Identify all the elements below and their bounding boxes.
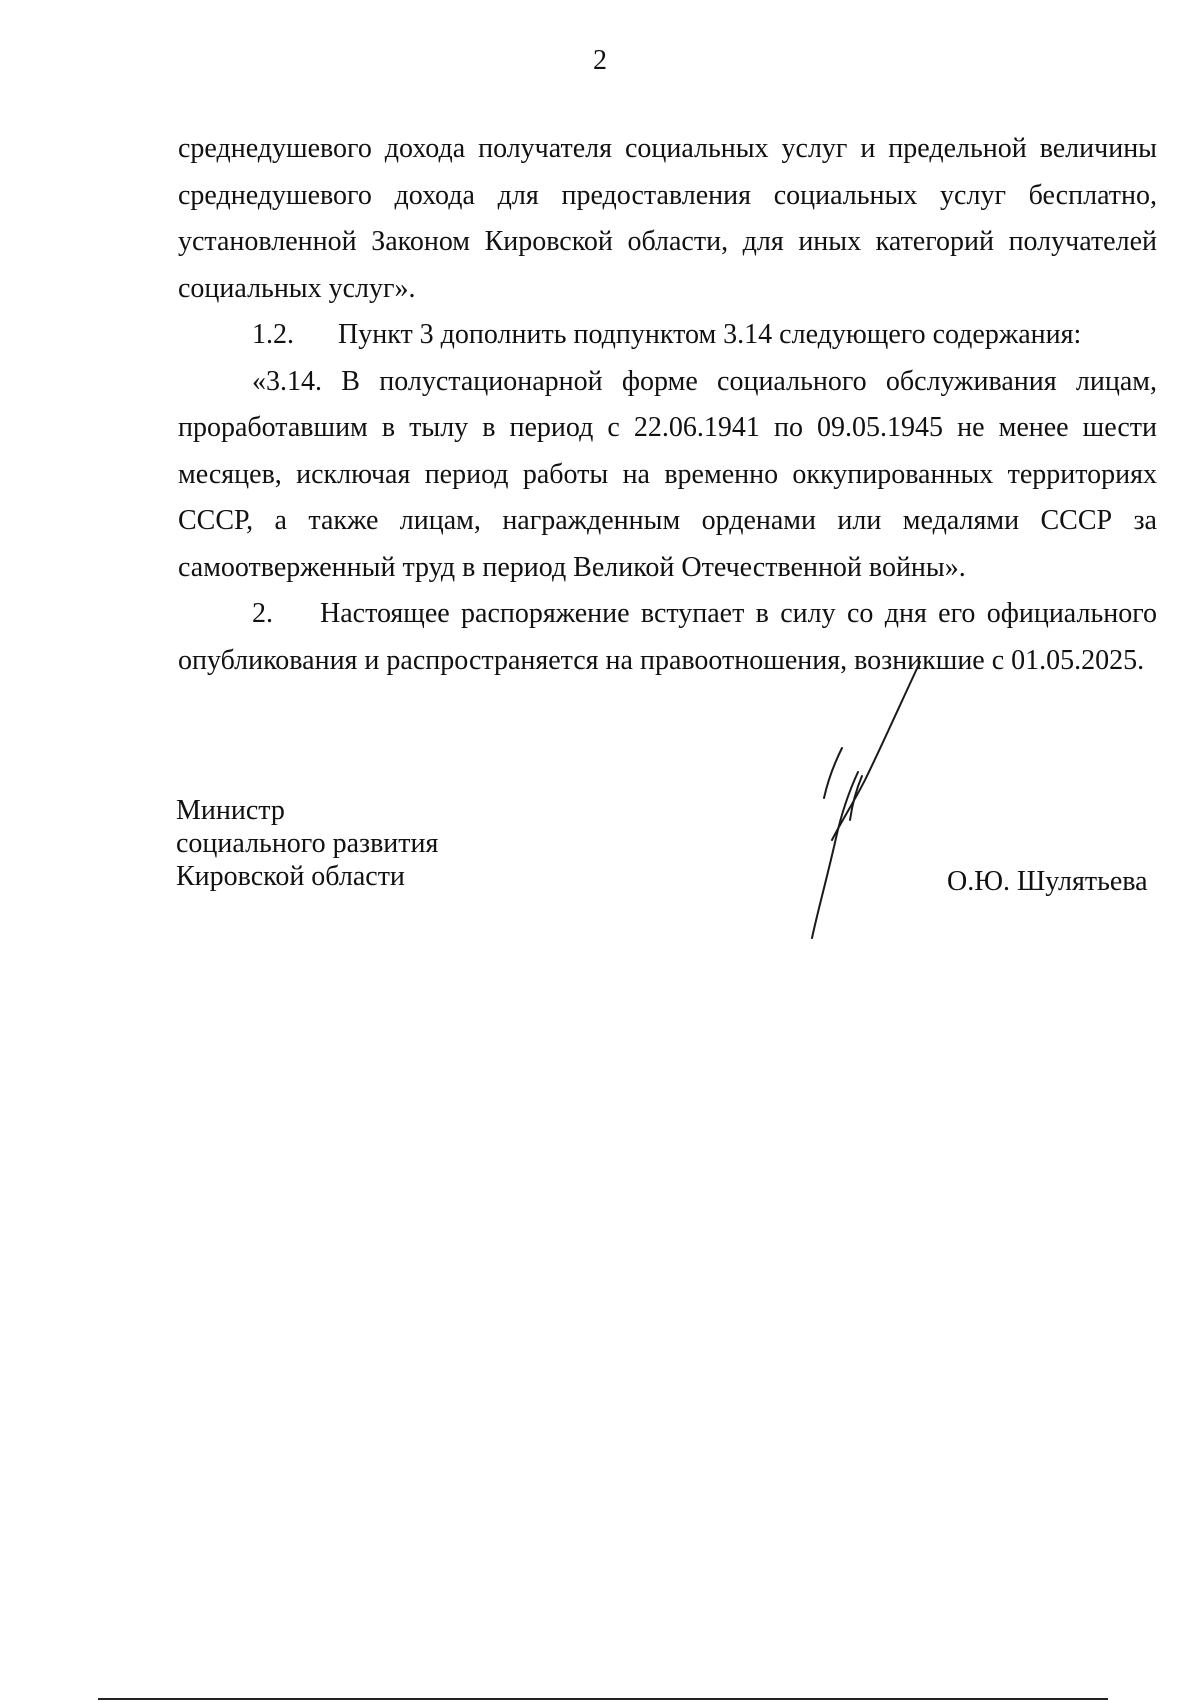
signature-stroke (824, 748, 842, 798)
paragraph-text: среднедушевого дохода получателя социальных услуг и предельной величины среднедушевого дохода для предоставления социальных услуг бесплатно, установленной Законом Кировской области, для иных категорий получателей социальных услуг». (178, 133, 1157, 304)
signer-position (176, 794, 438, 893)
signature-stroke (832, 662, 920, 840)
position-line: Кировской области (176, 861, 405, 892)
paragraph-item-2 (178, 591, 1157, 684)
paragraph-item-1-2 (178, 312, 1157, 359)
handwritten-signature (770, 660, 940, 950)
page-number: 2 (593, 45, 607, 76)
paragraph-text: «3.14. В полустационарной форме социального обслуживания лицам, проработавшим в тылу в период с 22.06.1941 по 09.05.1945 не менее шести месяцев, исключая период работы на временно оккупированных территориях СССР, а также лицам, награжденным орденами или медалями СССР за самоотверженный труд в период Великой Отечественной войны». (178, 365, 1157, 583)
paragraph-text: Пункт 3 дополнить подпунктом 3.14 следующего содержания: (338, 319, 1082, 350)
item-number: 1.2. (252, 319, 294, 350)
document-body (178, 126, 1157, 684)
item-number: 2. (252, 598, 273, 629)
paragraph-text: Настоящее распоряжение вступает в силу со дня его официального опубликования и распространяется на правоотношения, возникшие с 01.05.2025. (178, 598, 1157, 676)
position-line: социального развития (176, 828, 439, 859)
signature-stroke (812, 772, 858, 938)
signer-name: О.Ю. Шулятьева (947, 866, 1148, 897)
paragraph-continuation (178, 126, 1157, 312)
position-line: Министр (176, 795, 285, 826)
footer-divider (98, 1698, 1108, 1700)
paragraph-subitem-3-14 (178, 359, 1157, 592)
